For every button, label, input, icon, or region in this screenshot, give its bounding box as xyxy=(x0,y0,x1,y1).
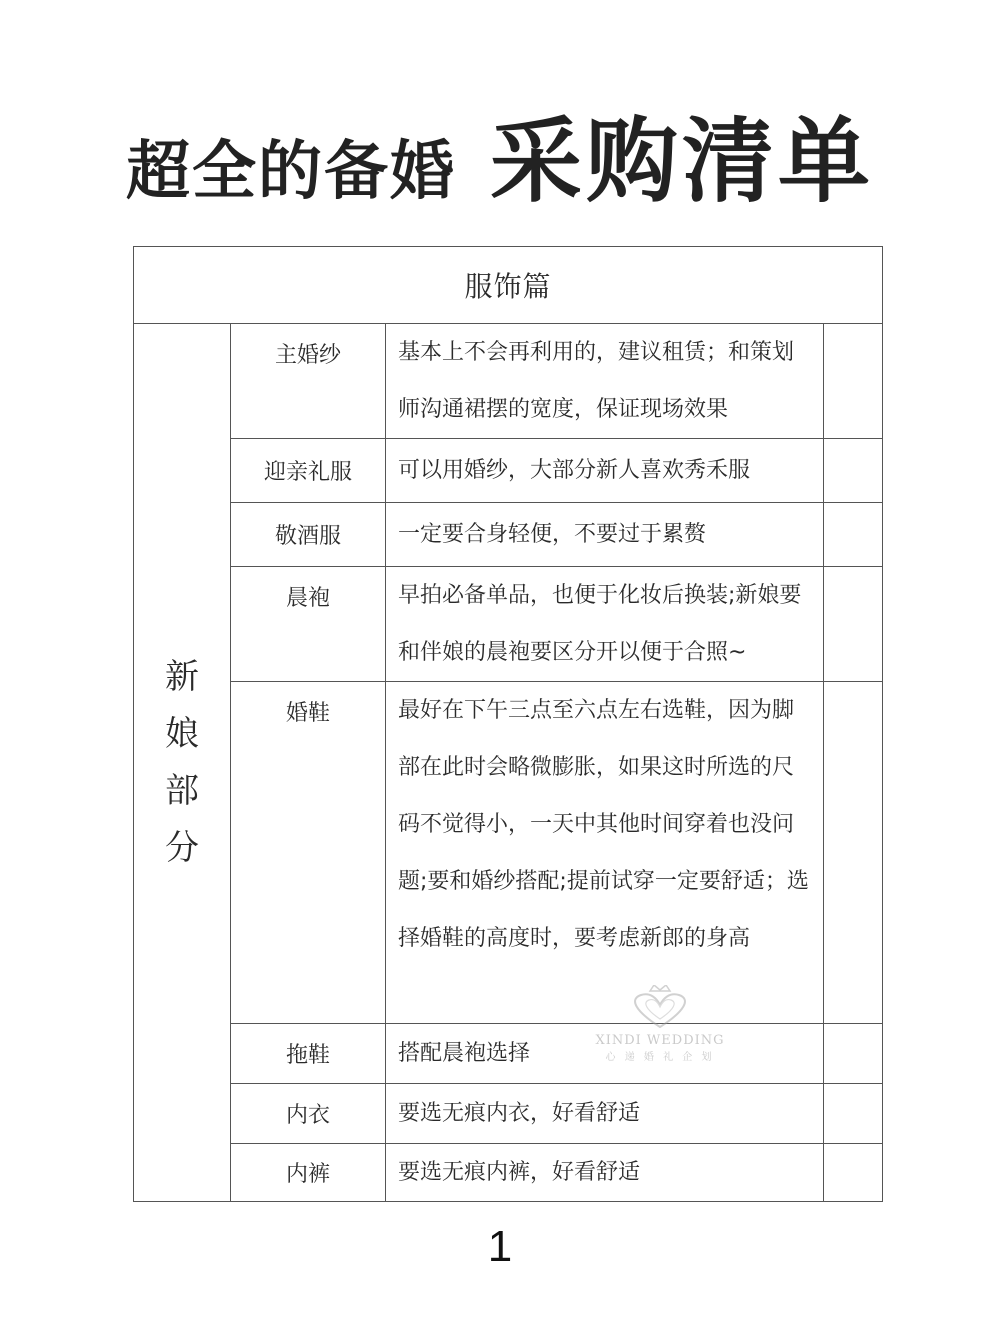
check-cell[interactable] xyxy=(824,439,883,503)
item-description: 最好在下午三点至六点左右选鞋，因为脚部在此时会略微膨胀，如果这时所选的尺码不觉得小，一天中其他时间穿着也没问题;要和婚纱搭配;提前试穿一定要舒适；选择婚鞋的高度时，要考虑新郎的身高 xyxy=(386,682,824,1024)
item-description: 可以用婚纱，大部分新人喜欢秀禾服 xyxy=(386,439,824,503)
table-row xyxy=(134,1024,883,1084)
check-cell[interactable] xyxy=(824,1144,883,1202)
check-cell[interactable] xyxy=(824,1024,883,1084)
title-part-2: 采购清单 xyxy=(489,108,874,215)
watermark-logo xyxy=(590,985,730,1063)
check-cell[interactable] xyxy=(824,682,883,1024)
item-description: 基本上不会再利用的，建议租赁；和策划师沟通裙摆的宽度，保证现场效果 xyxy=(386,324,824,439)
item-name: 内裤 xyxy=(231,1144,386,1202)
check-cell[interactable] xyxy=(824,503,883,567)
table-row xyxy=(134,682,883,1024)
table-row xyxy=(134,1084,883,1144)
table-row xyxy=(134,439,883,503)
item-name: 婚鞋 xyxy=(231,682,386,1024)
item-description: 要选无痕内衣，好看舒适 xyxy=(386,1084,824,1144)
item-name: 主婚纱 xyxy=(231,324,386,439)
item-name: 敬酒服 xyxy=(231,503,386,567)
item-name: 拖鞋 xyxy=(231,1024,386,1084)
item-name: 晨袍 xyxy=(231,567,386,682)
page-number: 1 xyxy=(487,1222,513,1271)
item-name: 内衣 xyxy=(231,1084,386,1144)
check-cell[interactable] xyxy=(824,324,883,439)
section-header-row xyxy=(134,247,883,324)
table-row xyxy=(134,567,883,682)
group-char: 部 xyxy=(165,770,199,811)
item-description: 搭配晨袍选择 xyxy=(386,1024,824,1084)
watermark-cn: 心 递 婚 礼 企 划 xyxy=(605,1052,715,1063)
item-description: 一定要合身轻便，不要过于累赘 xyxy=(386,503,824,567)
table-row xyxy=(134,503,883,567)
group-char: 娘 xyxy=(165,713,199,754)
check-cell[interactable] xyxy=(824,567,883,682)
check-cell[interactable] xyxy=(824,1084,883,1144)
crown-heart-icon xyxy=(625,985,695,1029)
title-part-1: 超全的备婚 xyxy=(125,135,456,209)
section-title: 服饰篇 xyxy=(134,247,883,324)
group-char: 分 xyxy=(165,827,199,868)
group-char: 新 xyxy=(165,656,199,697)
item-description: 要选无痕内裤，好看舒适 xyxy=(386,1144,824,1202)
item-name: 迎亲礼服 xyxy=(231,439,386,503)
page-title xyxy=(0,88,1000,220)
shopping-list-table xyxy=(133,246,883,1202)
group-label-bride xyxy=(134,324,231,1202)
item-description: 早拍必备单品，也便于化妆后换装;新娘要和伴娘的晨袍要区分开以便于合照~ xyxy=(386,567,824,682)
watermark-en: XINDI WEDDING xyxy=(595,1033,725,1048)
table-row xyxy=(134,324,883,439)
table-row xyxy=(134,1144,883,1202)
